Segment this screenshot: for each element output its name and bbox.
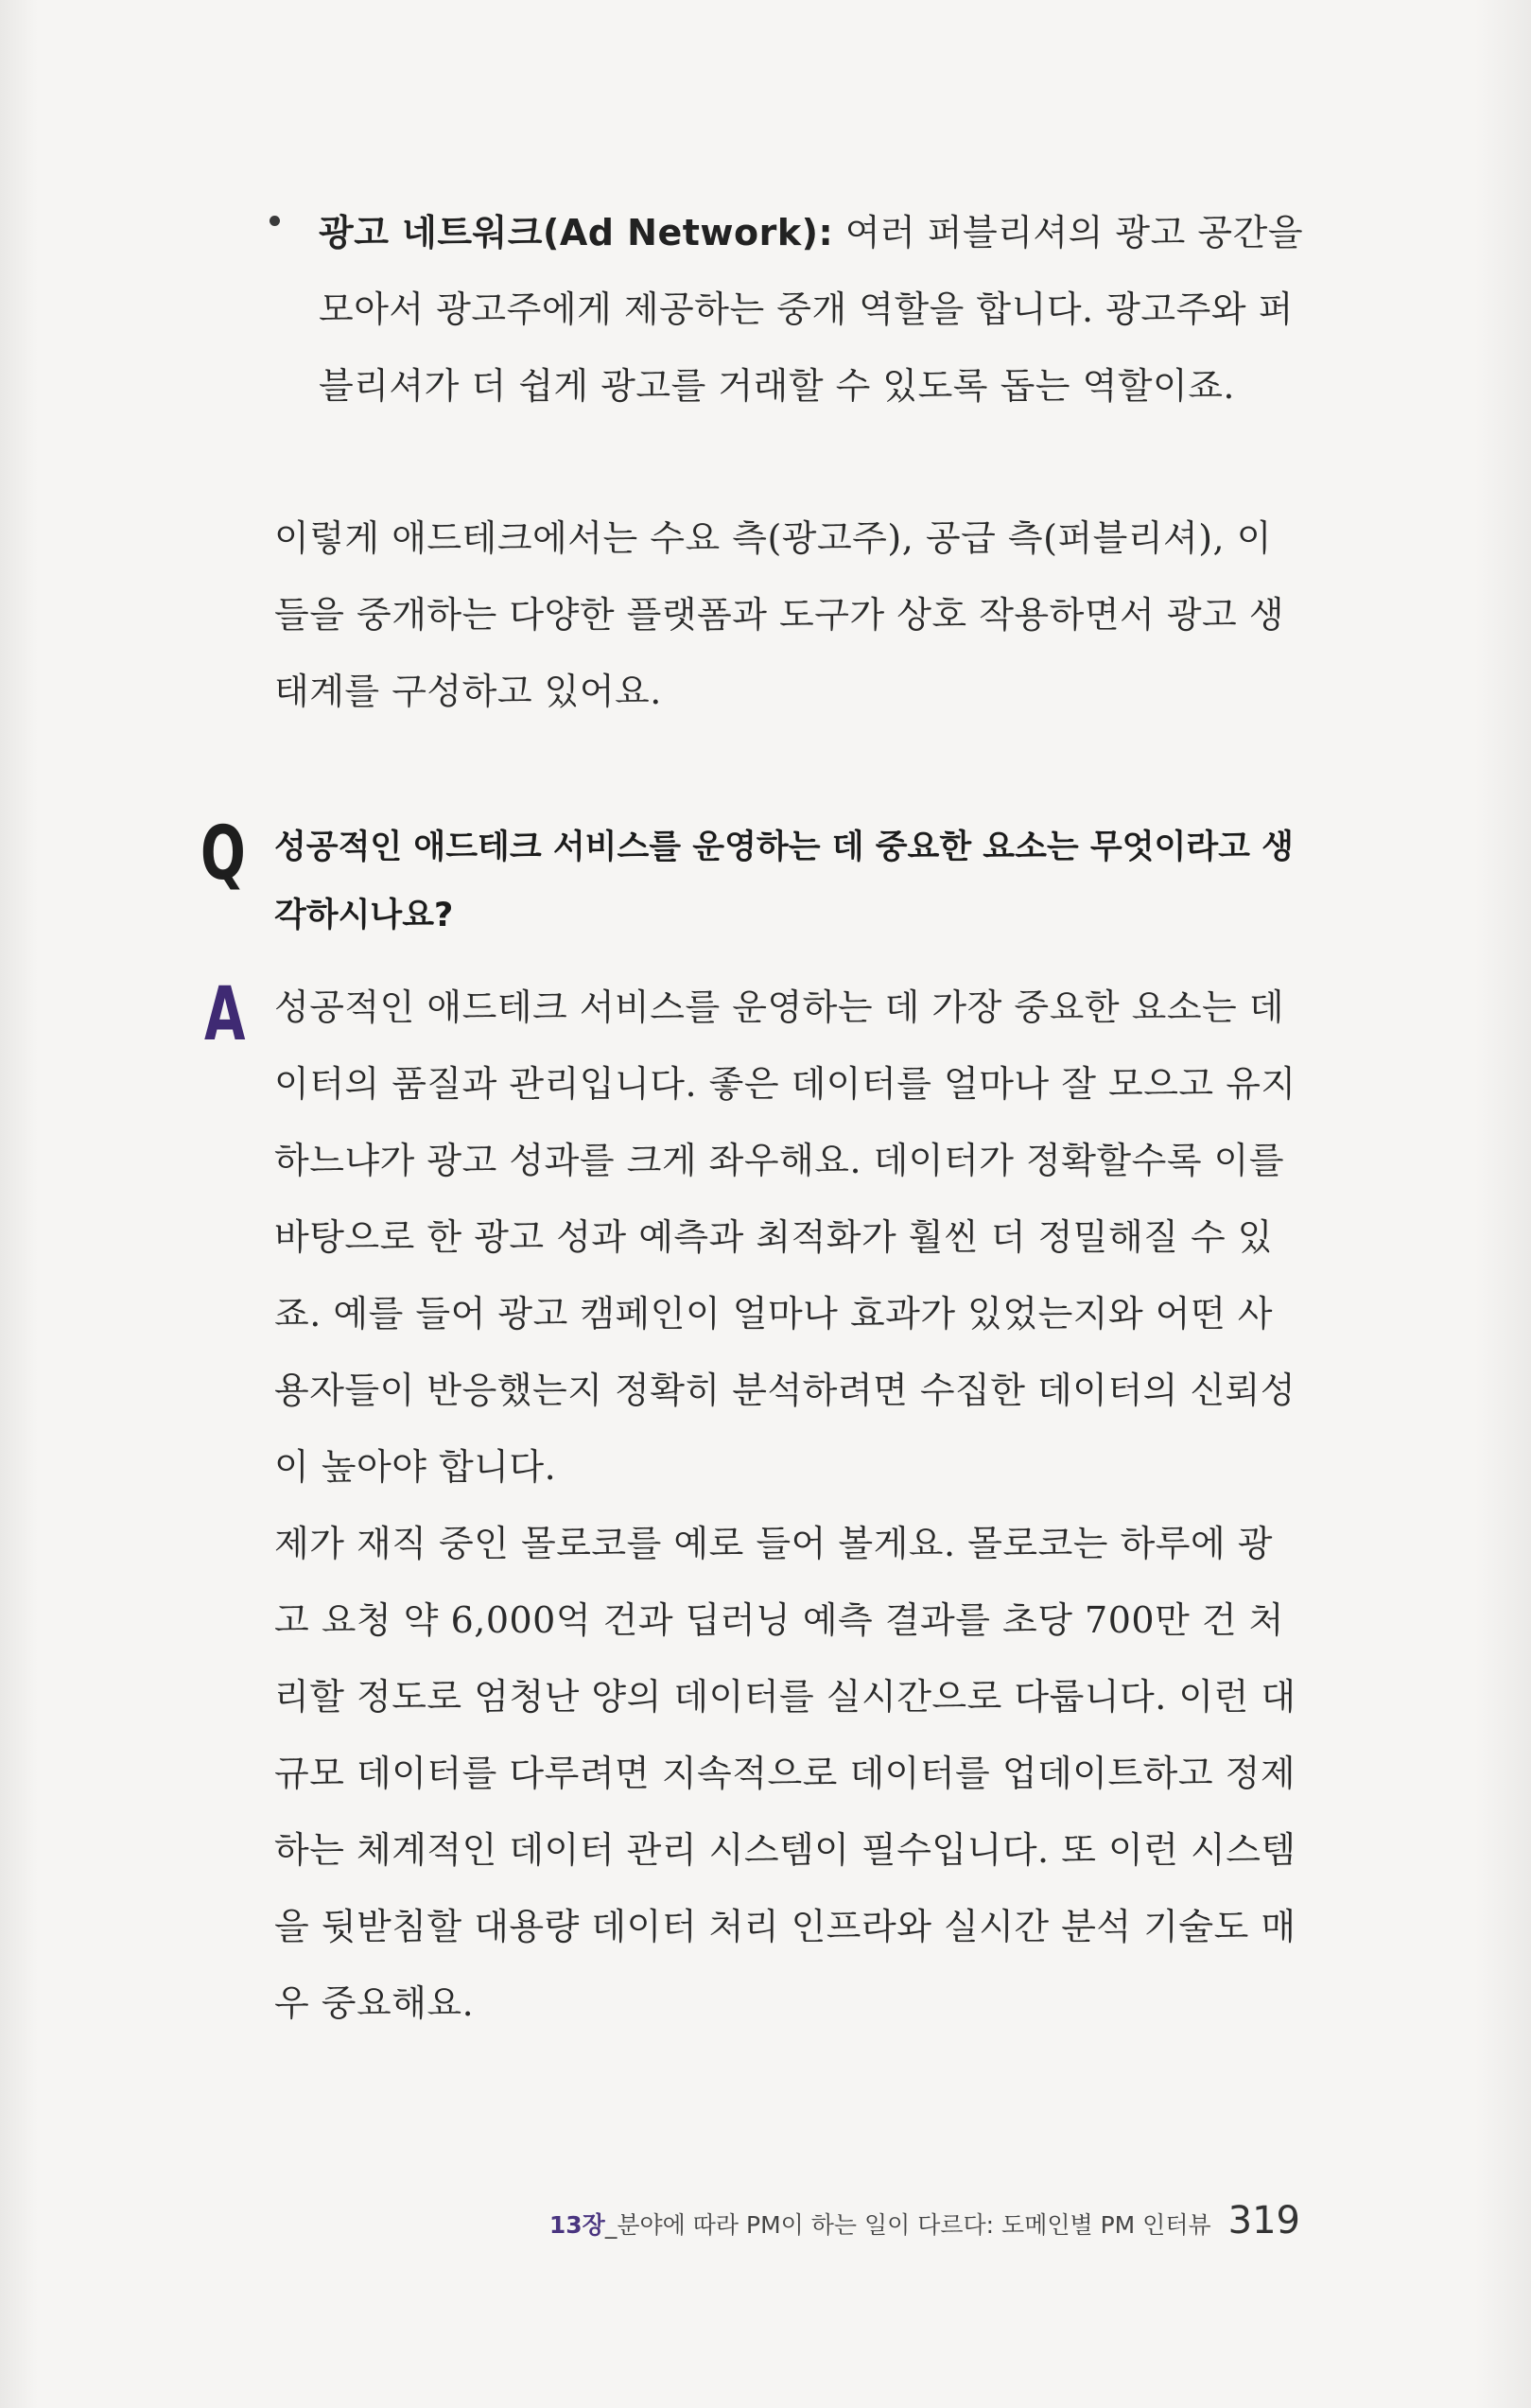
answer-paragraph-1: 성공적인 애드테크 서비스를 운영하는 데 가장 중요한 요소는 데이터의 품질과 관리입니다. 좋은 데이터를 얼마나 잘 모으고 유지하느냐가 광고 성과를 크게 좌우해요. 데이터가 정확할수록 이를 바탕으로 한 광고 성과 예측과 최적화가 훨씬 더 정밀해질 수 있죠. 예를 들어 광고 캠페인이 얼마나 효과가 있었는지와 어떤 사용자들이 반응했는지 정확히 분석하려면 수집한 데이터의 신뢰성이 높아야 합니다. bbox=[274, 986, 1296, 1488]
question-marker: Q bbox=[200, 811, 246, 897]
answer-marker: A bbox=[204, 972, 246, 1057]
bullet-dot-icon bbox=[270, 216, 280, 226]
summary-paragraph: 이렇게 애드테크에서는 수요 측(광고주), 공급 측(퍼블리셔), 이들을 중개하는 다양한 플랫폼과 도구가 상호 작용하면서 광고 생태계를 구성하고 있어요. bbox=[274, 517, 1285, 712]
footer-chapter-title: _분야에 따라 PM이 하는 일이 다르다: 도메인별 PM 인터뷰 bbox=[604, 2211, 1211, 2239]
bullet-item-ad-network bbox=[270, 195, 1310, 425]
page-number: 319 bbox=[1227, 2199, 1300, 2242]
bullet-paragraph bbox=[319, 195, 1310, 425]
page-footer bbox=[549, 2199, 1300, 2256]
answer-paragraph-2: 제가 재직 중인 몰로코를 예로 들어 볼게요. 몰로코는 하루에 광고 요청 약 6,000억 건과 딥러닝 예측 결과를 초당 700만 건 처리할 정도로 엄청난 양의 데이터를 실시간으로 다룹니다. 이런 대규모 데이터를 다루려면 지속적으로 데이터를 업데이트하고 정제하는 체계적인 데이터 관리 시스템이 필수입니다. 또 이런 시스템을 뒷받침할 대용량 데이터 처리 인프라와 실시간 분석 기술도 매우 중요해요. bbox=[274, 1523, 1296, 2024]
footer-chapter: 13장 bbox=[548, 2211, 605, 2239]
bullet-description: 여러 퍼블리셔의 광고 공간을 모아서 광고주에게 제공하는 중개 역할을 합니다. 광고주와 퍼블리셔가 더 쉽게 광고를 거래할 수 있도록 돕는 역할이죠. bbox=[319, 212, 1304, 407]
bullet-term: 광고 네트워크(Ad Network): bbox=[319, 212, 834, 253]
question-text: 성공적인 애드테크 서비스를 운영하는 데 중요한 요소는 무엇이라고 생각하시나요? bbox=[274, 829, 1294, 934]
